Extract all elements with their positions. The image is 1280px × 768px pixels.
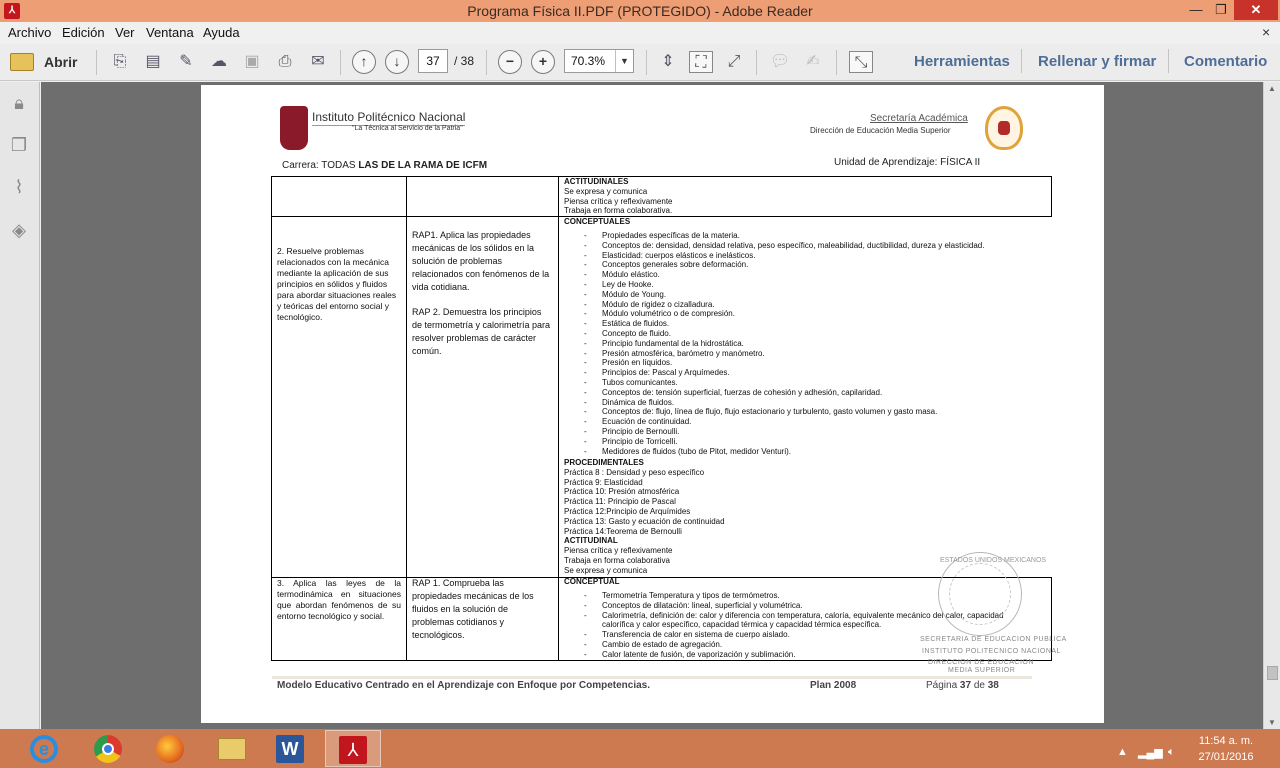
list-item: - Conceptos de: tensión superficial, fuerzas de cohesión y adhesión, capilaridad. <box>584 387 883 397</box>
fit-width-icon[interactable]: ⇕ <box>661 53 675 70</box>
list-item: - Módulo elástico. <box>584 270 660 280</box>
secretaria-name: Secretaría Académica <box>870 113 968 124</box>
word-icon: W <box>276 735 304 763</box>
taskbar-internet-explorer[interactable] <box>18 730 74 767</box>
list-item: Práctica 12:Principio de Arquímides <box>564 506 691 516</box>
toolbar-divider <box>756 50 757 75</box>
table-border <box>558 176 559 661</box>
footer-rule <box>272 676 1032 679</box>
minimize-button[interactable]: — <box>1189 2 1203 17</box>
taskbar-firefox[interactable] <box>142 730 198 767</box>
next-page-button[interactable]: ↓ <box>385 50 409 74</box>
list-item: - Conceptos generales sobre deformación. <box>584 260 749 270</box>
table-cell-rap2: RAP 2. Demuestra los principios de termometría y calorimetría para resolver problemas de carácter común. <box>412 307 551 356</box>
toolbar-divider <box>96 50 97 75</box>
full-screen-icon[interactable]: ⤡ <box>849 51 873 73</box>
comment-panel-button[interactable]: Comentario <box>1184 53 1268 70</box>
menu-bar <box>0 22 1280 44</box>
list-item: - Principio de Bernoulli. <box>584 426 680 436</box>
system-clock[interactable] <box>1190 733 1262 765</box>
list-item: - Principio de Torricelli. <box>584 436 678 446</box>
tools-panel-button[interactable]: Herramientas <box>914 53 1010 70</box>
list-item: Trabaja en forma colaborativa <box>564 555 670 565</box>
clock-time: 11:54 a. m. <box>1198 735 1254 747</box>
table-cell-competencia-3: 3. Aplica las leyes de la termodinámica en situaciones que abordan fenómenos de su entorno tecnológico y social. <box>277 578 401 621</box>
menu-ayuda[interactable]: Ayuda <box>203 25 240 40</box>
read-mode-icon[interactable]: ⤢ <box>727 53 741 70</box>
toolbar-divider <box>340 50 341 75</box>
taskbar-file-explorer[interactable] <box>204 730 260 767</box>
toolbar-divider <box>1021 49 1022 73</box>
list-item: - Principios de: Pascal y Arquímedes. <box>584 368 730 378</box>
footer-modelo: Modelo Educativo Centrado en el Aprendizaje con Enfoque por Competencias. <box>277 680 651 691</box>
institution-name: Instituto Politécnico Nacional <box>312 110 466 124</box>
menu-edicion[interactable]: Edición <box>62 25 105 40</box>
list-item: Piensa crítica y reflexivamente <box>564 546 673 556</box>
conceptuales-list <box>584 231 1042 456</box>
ipn-logo <box>280 106 308 150</box>
list-item: - Principio fundamental de la hidrostática. <box>584 338 744 348</box>
list-item: Práctica 8 : Densidad y peso específico <box>564 467 705 477</box>
official-seal <box>938 552 1022 636</box>
chrome-icon <box>94 735 122 763</box>
page-thumbnails-icon[interactable]: ❐ <box>10 135 28 155</box>
toolbar-divider <box>486 50 487 75</box>
print-icon[interactable]: ⎙ <box>278 53 292 70</box>
list-item: - Calorimetría, definición de: calor y diferencia con temperatura, caloría, equivalente mecánico del calor, capacidad <box>584 610 1004 620</box>
carrera-line: Carrera: TODAS LAS DE LA RAMA DE ICFM <box>282 160 488 171</box>
layers-icon[interactable]: ◈ <box>12 220 26 240</box>
list-item: Se expresa y comunica <box>564 565 648 575</box>
toolbar-divider <box>646 50 647 75</box>
zoom-out-button[interactable]: − <box>498 50 522 74</box>
seal-line: MEDIA SUPERIOR <box>948 667 1016 674</box>
direccion-name: Dirección de Educación Media Superior <box>810 126 951 135</box>
page-total: / 38 <box>454 54 475 68</box>
list-item: - Medidores de fluidos (tubo de Pitot, medidor Venturi). <box>584 446 791 456</box>
scrollbar-thumb[interactable] <box>1267 666 1278 680</box>
list-item: - Cambio de estado de agregación. <box>584 639 723 649</box>
vertical-scrollbar[interactable] <box>1263 82 1280 729</box>
menu-ventana[interactable]: Ventana <box>146 25 194 40</box>
convert-pdf-icon[interactable]: ▤ <box>145 53 161 70</box>
list-item: Práctica 13: Gasto y ecuación de continuidad <box>564 516 725 526</box>
list-item: - Transferencia de calor en sistema de cuerpo aislado. <box>584 630 790 640</box>
list-item: - Presión atmosférica, barómetro y manómetro. <box>584 348 765 358</box>
menu-archivo[interactable]: Archivo <box>8 25 52 40</box>
seal-line: DIRECCION DE EDUCACION <box>928 659 1034 666</box>
list-item: calorífica y calor específico, capacidad térmica y capacidad térmica específica. <box>602 620 882 630</box>
list-item: Práctica 14:Teorema de Bernoulli <box>564 526 682 536</box>
institution-motto: "La Técnica al Servicio de la Patria" <box>352 125 463 132</box>
adobe-reader-icon: ⅄ <box>339 736 367 764</box>
list-item: - Elasticidad: cuerpos elásticos e inelásticos. <box>584 250 756 260</box>
list-item: - Calor latente de fusión, de vaporización y sublimación. <box>584 649 796 659</box>
list-item: - Módulo volumétrico o de compresión. <box>584 309 735 319</box>
footer-plan: Plan 2008 <box>810 680 857 691</box>
navigation-pane <box>0 82 40 729</box>
fit-page-icon[interactable]: ⛶ <box>689 51 713 73</box>
list-item: - Conceptos de dilatación: lineal, superficial y volumétrica. <box>584 600 803 610</box>
seal-line: SECRETARIA DE EDUCACION PUBLICA <box>920 636 1067 643</box>
sign-icon[interactable]: ✍︎ <box>806 53 820 70</box>
list-item: - Dinámica de fluidos. <box>584 397 675 407</box>
signal-icon[interactable]: ▂▄▆ <box>1138 747 1163 759</box>
scroll-down-icon[interactable]: ▼ <box>1268 718 1276 727</box>
comment-bubble-icon[interactable]: 💬︎ <box>769 53 791 70</box>
footer-page-number: Página 37 de 38 <box>926 680 999 691</box>
maximize-button[interactable]: ❐ <box>1215 2 1227 17</box>
list-item: Práctica 11: Principio de Pascal <box>564 497 676 507</box>
taskbar-adobe-reader[interactable] <box>325 730 381 767</box>
table-border <box>1051 176 1052 217</box>
zoom-value: 70.3% <box>571 54 606 68</box>
list-item: - Concepto de fluido. <box>584 328 671 338</box>
list-item: - Estática de fluidos. <box>584 319 670 329</box>
lock-icon[interactable]: 🔒︎ <box>14 93 24 113</box>
toolbar-divider <box>1168 49 1169 73</box>
zoom-in-button[interactable]: + <box>531 50 555 74</box>
list-item: - Tubos comunicantes. <box>584 377 678 387</box>
zoom-level-select[interactable] <box>564 49 634 73</box>
upload-cloud-icon[interactable]: ☁ <box>211 53 227 70</box>
list-item: - Presión en líquidos. <box>584 358 673 368</box>
seal-line: INSTITUTO POLITECNICO NACIONAL <box>922 648 1061 655</box>
email-icon[interactable]: ✉ <box>311 53 325 70</box>
conceptuales-heading: CONCEPTUALES <box>564 217 631 226</box>
title-bar <box>0 0 1280 22</box>
list-item: - Módulo de Young. <box>584 289 667 299</box>
taskbar-chrome[interactable] <box>80 730 136 767</box>
close-button[interactable]: ✕ <box>1234 0 1278 20</box>
list-item: - Termometría Temperatura y tipos de termómetros. <box>584 591 780 600</box>
list-item: - Conceptos de: flujo, línea de flujo, flujo estacionario y turbulento, gasto volumen y gasto masa. <box>584 407 938 417</box>
previous-page-button[interactable]: ↑ <box>352 50 376 74</box>
list-item: Práctica 9: Elasticidad <box>564 477 643 487</box>
list-item: - Propiedades específicas de la materia. <box>584 231 740 240</box>
table-border <box>271 176 272 661</box>
chevron-down-icon[interactable]: ▼ <box>615 50 633 72</box>
page-number-input[interactable]: 37 <box>418 49 448 73</box>
edit-pdf-icon[interactable]: ✎ <box>179 53 193 70</box>
create-pdf-icon[interactable]: ⎘ <box>113 53 127 70</box>
internet-explorer-icon: e <box>30 735 58 763</box>
open-button[interactable]: Abrir <box>44 54 78 70</box>
table-cell-rap1: RAP1. Aplica las propiedades mecánicas de los sólidos en la solución de problemas relacionados con fenómenos de la vida cotidiana. <box>412 230 550 292</box>
speaker-icon[interactable]: 🔈︎ <box>1168 746 1175 758</box>
save-icon[interactable]: ▣ <box>244 53 260 70</box>
seal-arc-text: ESTADOS UNIDOS MEXICANOS <box>940 557 1047 564</box>
menu-ver[interactable]: Ver <box>115 25 135 40</box>
window-title: Programa Física II.PDF (PROTEGIDO) - Adobe Reader <box>467 3 813 19</box>
show-hidden-icons-icon[interactable]: ▲ <box>1117 746 1128 758</box>
attachments-icon[interactable]: ⌇ <box>14 177 24 197</box>
table-cell-competencia-2: 2. Resuelve problemas relacionados con la mecánica mediante la aplicación de sus principios en sólidos y fluidos para abordar situaciones reales y teóricas del entorno social y tecnológico. <box>277 246 397 322</box>
file-explorer-icon <box>218 738 246 760</box>
taskbar <box>0 729 1280 768</box>
dems-logo <box>985 106 1023 150</box>
procedimentales-block: PROCEDIMENTALES Práctica 8 : Densidad y peso específico Práctica 9: Elasticidad Práctica 10: Presión atmosférica Práctica 11: Principio de Pascal Práctica 12:Principio de Arquímides Práctica 13: Gasto y ecuación de continuidad Práctica 14:Teorema de Bernoulli ACTITUDINAL Piensa crítica y reflexivamente Trabaja en forma colaborativa Se expresa y comunica <box>564 458 725 575</box>
close-document-icon[interactable]: × <box>1262 24 1271 40</box>
firefox-icon <box>156 735 184 763</box>
scroll-up-icon[interactable]: ▲ <box>1268 84 1276 93</box>
conceptual-heading: CONCEPTUAL <box>564 577 620 586</box>
list-item: - Ecuación de continuidad. <box>584 417 692 427</box>
open-folder-icon[interactable] <box>10 53 34 71</box>
clock-date: 27/01/2016 <box>1198 751 1254 763</box>
taskbar-word[interactable] <box>263 730 319 767</box>
adobe-reader-icon: ⅄ <box>4 3 20 19</box>
list-item: Práctica 10: Presión atmosférica <box>564 487 680 497</box>
fill-sign-panel-button[interactable]: Rellenar y firmar <box>1038 53 1157 70</box>
list-item: - Ley de Hooke. <box>584 279 654 289</box>
table-cell-actitudinales: ACTITUDINALES Se expresa y comunica Piensa crítica y reflexivamente Trabaja en forma colaborativa. <box>564 177 673 216</box>
toolbar-divider <box>836 50 837 75</box>
list-item: - Conceptos de: densidad, densidad relativa, peso específico, maleabilidad, ductibilidad, dureza y elasticidad. <box>584 240 985 250</box>
table-border <box>406 176 407 661</box>
unidad-line: Unidad de Aprendizaje: FÍSICA II <box>834 157 981 168</box>
list-item: - Módulo de rigidez o cizalladura. <box>584 299 715 309</box>
table-cell-rap1-row3: RAP 1. Comprueba las propiedades mecánicas de los fluidos en la solución de problemas cotidianos y tecnológicos. <box>412 578 534 640</box>
